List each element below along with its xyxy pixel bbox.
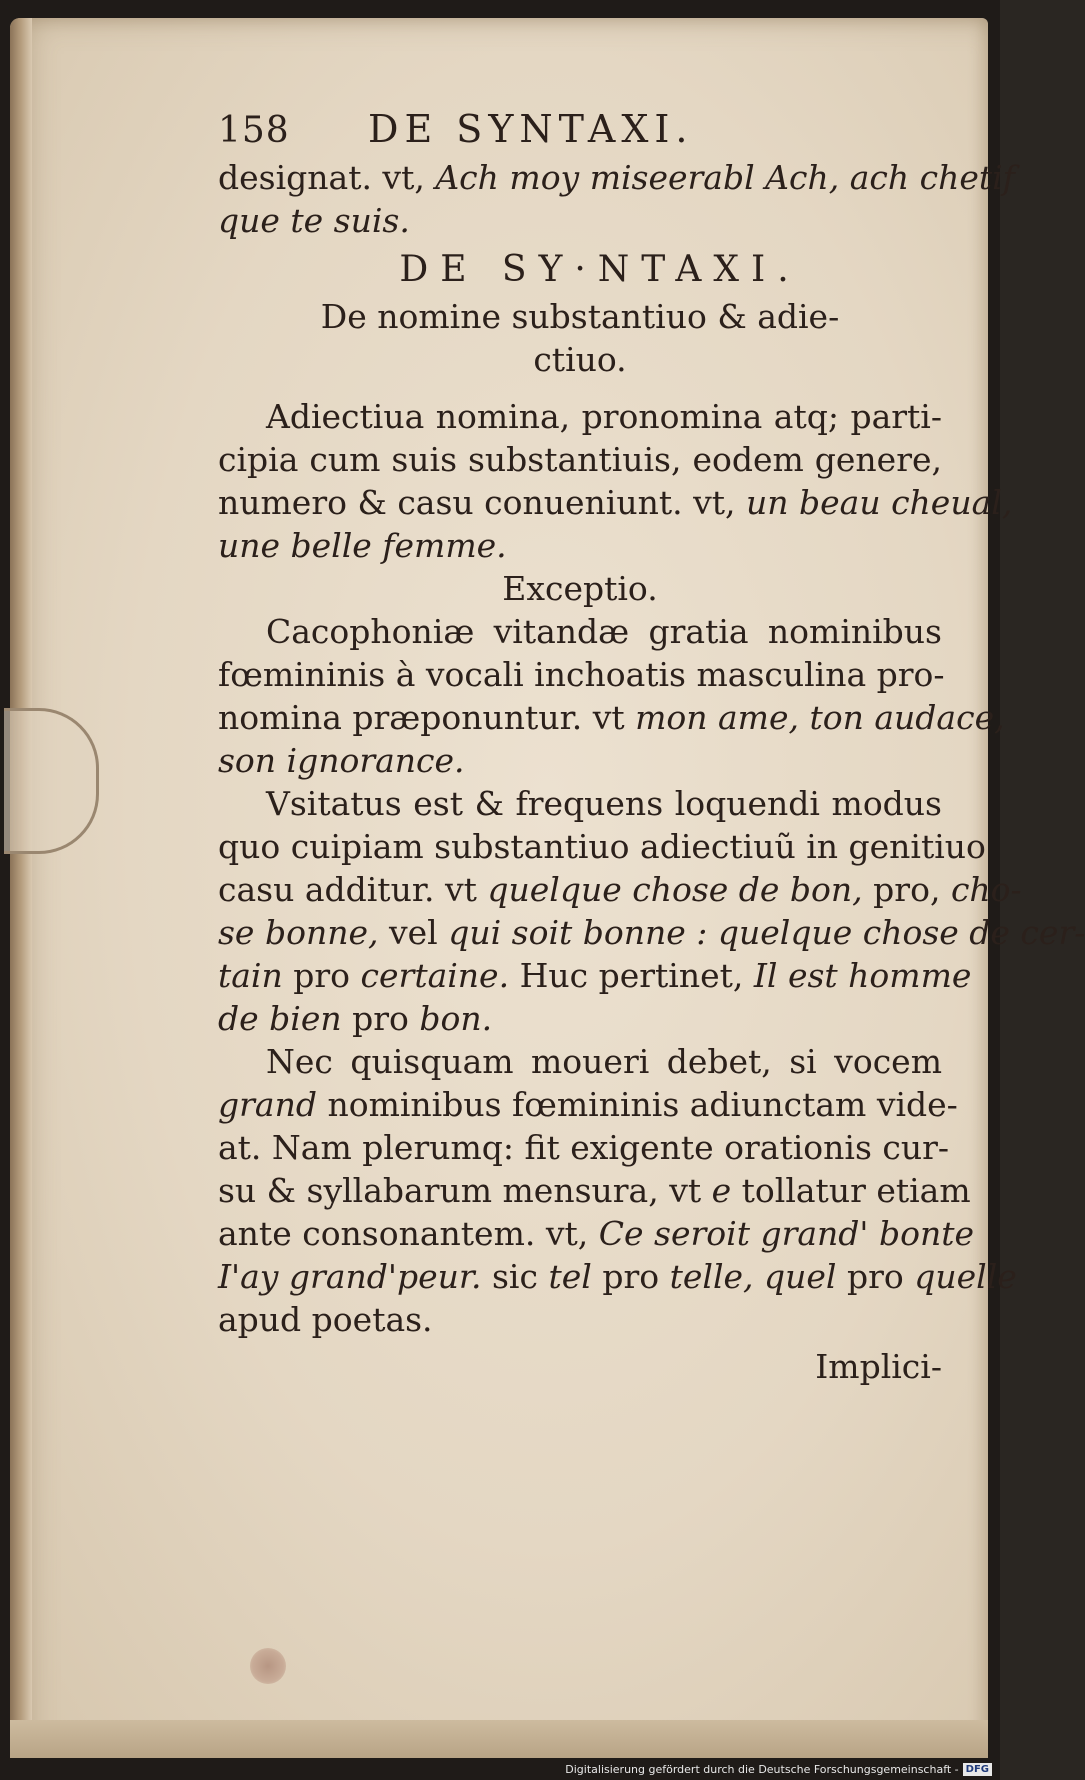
- text-roman: designat. vt,: [218, 158, 425, 197]
- text-italic: mon ame, ton audace,: [635, 698, 1005, 737]
- text-italic: se bonne,: [218, 913, 379, 952]
- exceptio-heading: Exceptio.: [502, 569, 658, 608]
- text-line: [218, 1083, 958, 1126]
- text-line: [218, 954, 972, 997]
- text-roman: pro: [293, 956, 351, 995]
- bookmark-tab: [4, 708, 99, 854]
- text-italic: tain: [218, 956, 283, 995]
- text-line: [218, 696, 1005, 739]
- text-italic: quelle: [914, 1257, 1017, 1296]
- text-line: at. Nam plerumq: fit exigente orationis cur-: [218, 1128, 950, 1167]
- text-italic: e: [711, 1171, 732, 1210]
- text-roman: su & syllabarum mensura, vt: [218, 1171, 702, 1210]
- text-roman: numero & casu conueniunt. vt,: [218, 483, 736, 522]
- text-italic: certaine.: [360, 956, 510, 995]
- text-italic: Ach moy miseerabl Ach, ach chetif: [435, 158, 1015, 197]
- text-roman: ante consonantem. vt,: [218, 1214, 589, 1253]
- text-roman: Huc pertinet,: [519, 956, 744, 995]
- text-italic: quelque chose de bon,: [487, 870, 863, 909]
- text-roman: vel: [388, 913, 438, 952]
- page-gutter: [10, 18, 32, 1758]
- text-roman: casu additur. vt: [218, 870, 477, 909]
- text-roman: pro: [352, 999, 409, 1038]
- text-italic: cho-: [950, 870, 1022, 909]
- text-line: Adiectiua nomina, pronomina atq; parti-: [266, 397, 942, 436]
- running-head: DE SYNTAXI.: [368, 107, 694, 151]
- text-roman: pro,: [873, 870, 941, 909]
- text-line: Cacophoniæ vitandæ gratia nominibus: [266, 612, 942, 651]
- section-subheading: De nomine substantiuo & adie-: [320, 297, 840, 336]
- text-italic: bon.: [419, 999, 493, 1038]
- text-line: que te suis.: [218, 201, 410, 240]
- page-header: [218, 108, 942, 152]
- text-line: [218, 481, 1013, 524]
- text-line: [218, 997, 942, 1040]
- page-number: 158: [218, 110, 290, 151]
- text-line: fœmininis à vocali inchoatis masculina pro-: [218, 655, 945, 694]
- credit-text: Digitalisierung gefördert durch die Deutsche Forschungsgemeinschaft -: [565, 1763, 959, 1776]
- text-italic: I'ay grand'peur.: [218, 1257, 482, 1296]
- text-italic: Il est homme: [753, 956, 972, 995]
- text-line: [218, 868, 1022, 911]
- digitization-credit: [565, 1763, 992, 1776]
- text-line: son ignorance.: [218, 741, 465, 780]
- text-roman: nominibus fœmininis adiunctam vide-: [327, 1085, 958, 1124]
- text-roman: tollatur etiam: [741, 1171, 971, 1210]
- text-italic: un beau cheual,: [746, 483, 1013, 522]
- text-roman: pro: [846, 1257, 904, 1296]
- section-heading: DE SY·NTAXI.: [399, 249, 801, 290]
- page-text: [218, 107, 1085, 1388]
- text-italic: Ce seroit grand' bonte: [598, 1214, 974, 1253]
- text-line: quo cuipiam substantiuo adiectiuũ in genitiuo: [218, 827, 986, 866]
- text-line: cipia cum suis substantiuis, eodem genere,: [218, 440, 942, 479]
- text-line: [218, 1255, 1017, 1298]
- text-line: [218, 156, 1015, 199]
- text-line: une belle femme.: [218, 526, 507, 565]
- text-italic: de bien: [218, 999, 342, 1038]
- text-italic: grand: [218, 1085, 317, 1124]
- text-italic: tel: [548, 1257, 592, 1296]
- text-line: Vsitatus est & frequens loquendi modus: [266, 784, 942, 823]
- section-subheading: ctiuo.: [533, 340, 627, 379]
- text-italic: qui soit bonne : quelque chose de cer-: [448, 913, 1085, 952]
- text-line: [218, 1169, 971, 1212]
- text-italic: telle, quel: [669, 1257, 837, 1296]
- text-roman: pro: [602, 1257, 660, 1296]
- text-line: Nec quisquam moueri debet, si vocem: [266, 1042, 942, 1081]
- text-roman: sic: [491, 1257, 538, 1296]
- page-bottom-edge: [10, 1720, 988, 1758]
- text-line: [218, 1212, 974, 1255]
- foxing-stain: [250, 1648, 286, 1684]
- text-roman: nomina præponuntur. vt: [218, 698, 625, 737]
- text-line: apud poetas.: [218, 1300, 433, 1339]
- catchword: Implici-: [815, 1347, 942, 1386]
- dfg-logo: DFG: [963, 1763, 992, 1776]
- text-line: [218, 911, 1085, 954]
